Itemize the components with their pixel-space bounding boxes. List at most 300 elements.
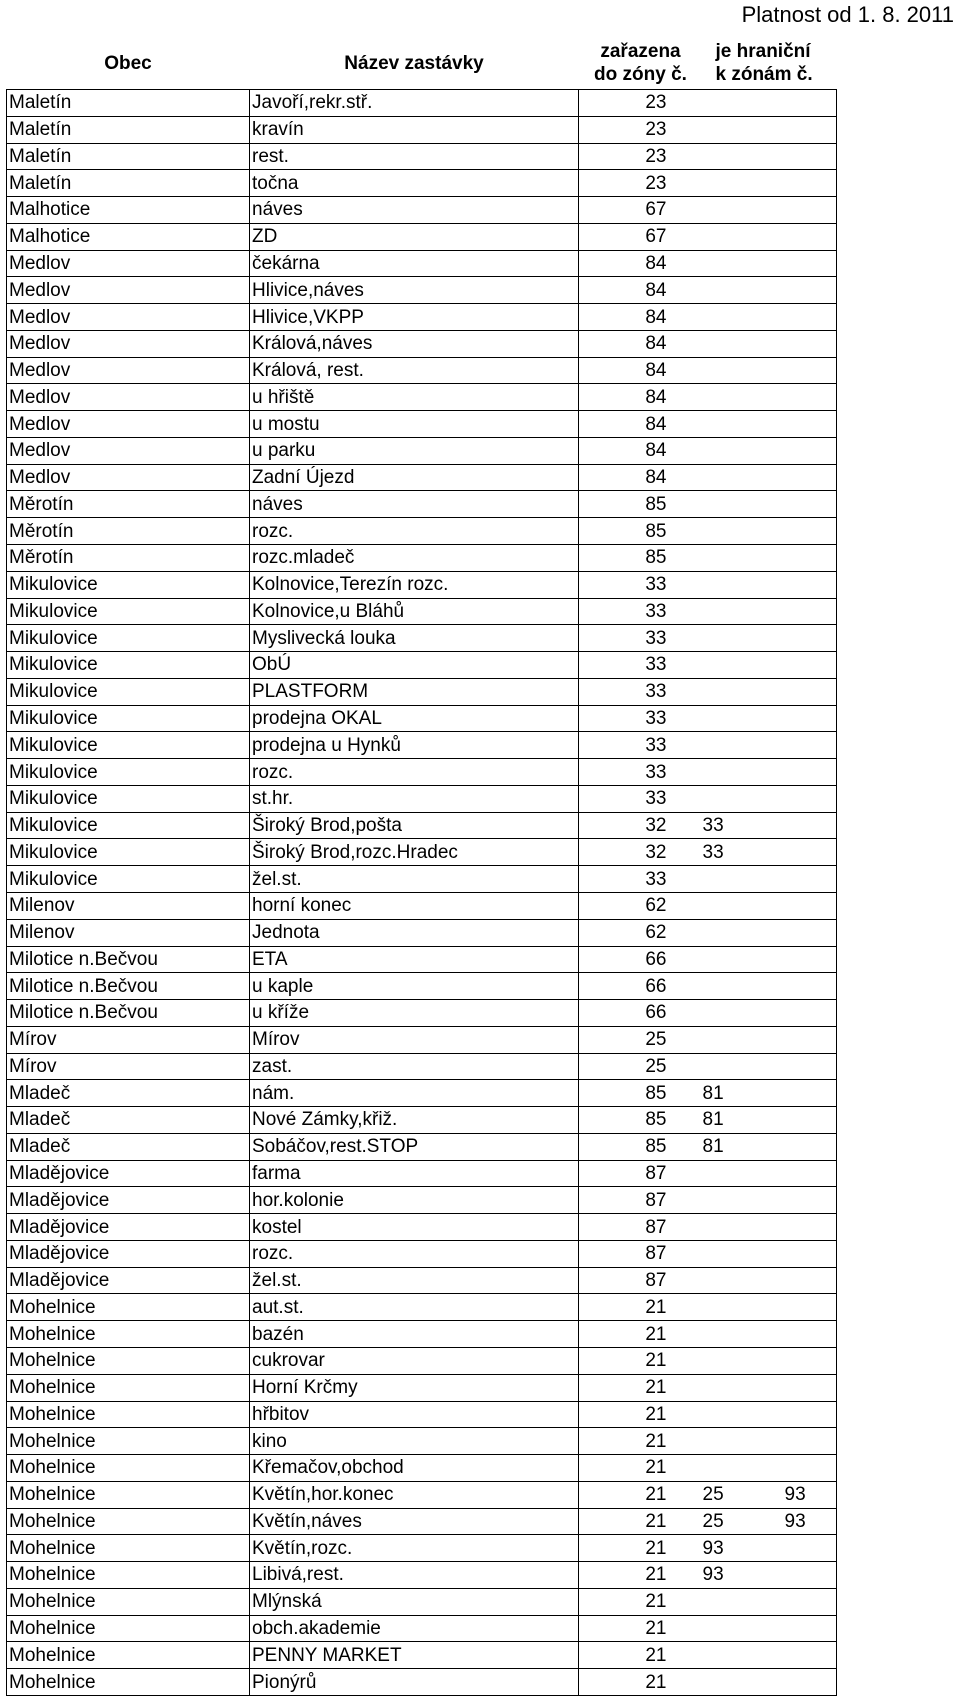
municipality-cell: Mikulovice xyxy=(7,678,250,705)
stop-name-cell: zast. xyxy=(250,1053,579,1080)
municipality-cell: Milenov xyxy=(7,892,250,919)
zone-cell: 21 xyxy=(579,1294,669,1321)
table-row xyxy=(7,1187,837,1214)
zone-cell: 66 xyxy=(579,946,669,973)
border-zone-cell xyxy=(785,1669,837,1696)
border-zone-cell xyxy=(785,223,837,250)
stop-name-cell: u kaple xyxy=(250,973,579,1000)
zone-cell: 33 xyxy=(579,785,669,812)
zone-cell: 85 xyxy=(579,518,669,545)
table-row xyxy=(7,946,837,973)
border-zone-cell xyxy=(703,1267,785,1294)
border-zone-cell xyxy=(703,491,785,518)
table-row xyxy=(7,598,837,625)
border-zone-cell xyxy=(785,571,837,598)
municipality-cell: Mladeč xyxy=(7,1080,250,1107)
zone-cell: 21 xyxy=(579,1562,669,1589)
border-zone-cell xyxy=(785,839,837,866)
stop-name-cell: rozc. xyxy=(250,759,579,786)
zone-cell: 84 xyxy=(579,250,669,277)
stop-name-cell: kravín xyxy=(250,116,579,143)
stop-name-cell: prodejna OKAL xyxy=(250,705,579,732)
border-zone-cell xyxy=(703,1214,785,1241)
municipality-cell: Medlov xyxy=(7,250,250,277)
municipality-cell: Mikulovice xyxy=(7,839,250,866)
border-zone-cell xyxy=(785,1321,837,1348)
municipality-cell: Malhotice xyxy=(7,197,250,224)
border-zone-cell xyxy=(785,518,837,545)
table-row xyxy=(7,1455,837,1482)
table-row xyxy=(7,1026,837,1053)
municipality-cell: Měrotín xyxy=(7,518,250,545)
municipality-cell: Mladeč xyxy=(7,1133,250,1160)
border-zone-cell xyxy=(785,1455,837,1482)
border-zone-cell xyxy=(703,1240,785,1267)
table-row xyxy=(7,1107,837,1134)
border-zone-cell xyxy=(785,866,837,893)
border-zone-cell xyxy=(785,116,837,143)
municipality-cell: Milotice n.Bečvou xyxy=(7,946,250,973)
border-zone-cell xyxy=(703,1428,785,1455)
stop-name-cell: Mlýnská xyxy=(250,1588,579,1615)
border-zone-cell xyxy=(785,250,837,277)
zone-cell: 21 xyxy=(579,1321,669,1348)
municipality-cell: Mírov xyxy=(7,1053,250,1080)
header-border-line1: je hraniční xyxy=(715,41,811,62)
spacer-cell xyxy=(669,1214,703,1241)
spacer-cell xyxy=(669,946,703,973)
municipality-cell: Mikulovice xyxy=(7,866,250,893)
spacer-cell xyxy=(669,759,703,786)
municipality-cell: Medlov xyxy=(7,277,250,304)
table-row xyxy=(7,1321,837,1348)
border-zone-cell: 33 xyxy=(703,812,785,839)
stop-name-cell: u parku xyxy=(250,437,579,464)
zone-cell: 85 xyxy=(579,1080,669,1107)
table-row xyxy=(7,839,837,866)
border-zone-cell xyxy=(703,437,785,464)
zone-cell: 85 xyxy=(579,1107,669,1134)
border-zone-cell xyxy=(703,1294,785,1321)
border-zone-cell xyxy=(703,785,785,812)
border-zone-cell xyxy=(785,1160,837,1187)
zone-cell: 67 xyxy=(579,197,669,224)
spacer-cell xyxy=(669,1107,703,1134)
stop-name-cell: Králová, rest. xyxy=(250,357,579,384)
municipality-cell: Mikulovice xyxy=(7,705,250,732)
table-header xyxy=(7,37,837,90)
stop-name-cell: Libivá,rest. xyxy=(250,1562,579,1589)
zone-cell: 21 xyxy=(579,1535,669,1562)
border-zone-cell xyxy=(785,759,837,786)
zone-cell: 21 xyxy=(579,1588,669,1615)
municipality-cell: Medlov xyxy=(7,330,250,357)
table-row xyxy=(7,785,837,812)
border-zone-cell xyxy=(785,1080,837,1107)
spacer-cell xyxy=(669,170,703,197)
zone-cell: 25 xyxy=(579,1053,669,1080)
municipality-cell: Mohelnice xyxy=(7,1347,250,1374)
border-zone-cell xyxy=(785,170,837,197)
table-body xyxy=(7,90,837,1696)
zone-cell: 21 xyxy=(579,1428,669,1455)
border-zone-cell xyxy=(703,464,785,491)
stop-name-cell: st.hr. xyxy=(250,785,579,812)
municipality-cell: Mohelnice xyxy=(7,1428,250,1455)
border-zone-cell xyxy=(703,946,785,973)
border-zone-cell xyxy=(703,545,785,572)
zone-cell: 84 xyxy=(579,464,669,491)
table-row xyxy=(7,545,837,572)
border-zone-cell xyxy=(703,1669,785,1696)
table-row xyxy=(7,812,837,839)
table-row xyxy=(7,1080,837,1107)
header-border-zones xyxy=(703,37,837,90)
border-zone-cell xyxy=(703,143,785,170)
table-row xyxy=(7,250,837,277)
border-zone-cell xyxy=(703,518,785,545)
stop-name-cell: Javoří,rekr.stř. xyxy=(250,90,579,117)
table-row xyxy=(7,1214,837,1241)
spacer-cell xyxy=(669,866,703,893)
border-zone-cell: 93 xyxy=(703,1562,785,1589)
border-zone-cell xyxy=(785,304,837,331)
zone-cell: 62 xyxy=(579,919,669,946)
border-zone-cell xyxy=(785,1535,837,1562)
zone-cell: 33 xyxy=(579,571,669,598)
border-zone-cell xyxy=(785,785,837,812)
stop-name-cell: náves xyxy=(250,491,579,518)
zone-cell: 85 xyxy=(579,1133,669,1160)
spacer-cell xyxy=(669,1455,703,1482)
stop-name-cell: bazén xyxy=(250,1321,579,1348)
zone-cell: 84 xyxy=(579,384,669,411)
border-zone-cell xyxy=(703,571,785,598)
municipality-cell: Měrotín xyxy=(7,491,250,518)
table-row xyxy=(7,1428,837,1455)
stop-name-cell: Horní Krčmy xyxy=(250,1374,579,1401)
spacer-cell xyxy=(669,1508,703,1535)
stop-name-cell: náves xyxy=(250,197,579,224)
border-zone-cell xyxy=(703,250,785,277)
stop-name-cell: obch.akademie xyxy=(250,1615,579,1642)
zone-cell: 21 xyxy=(579,1347,669,1374)
zone-cell: 21 xyxy=(579,1455,669,1482)
border-zone-cell: 93 xyxy=(785,1481,837,1508)
spacer-cell xyxy=(669,491,703,518)
stop-name-cell: Pionýrů xyxy=(250,1669,579,1696)
table-row xyxy=(7,143,837,170)
table-row xyxy=(7,919,837,946)
border-zone-cell xyxy=(785,1026,837,1053)
border-zone-cell xyxy=(785,491,837,518)
municipality-cell: Maletín xyxy=(7,90,250,117)
table-row xyxy=(7,304,837,331)
table-row xyxy=(7,1669,837,1696)
municipality-cell: Mohelnice xyxy=(7,1321,250,1348)
zone-cell: 21 xyxy=(579,1481,669,1508)
border-zone-cell xyxy=(785,705,837,732)
stop-name-cell: rozc. xyxy=(250,518,579,545)
stop-name-cell: točna xyxy=(250,170,579,197)
table-row xyxy=(7,866,837,893)
zone-cell: 21 xyxy=(579,1508,669,1535)
municipality-cell: Medlov xyxy=(7,304,250,331)
border-zone-cell xyxy=(785,598,837,625)
table-row xyxy=(7,1347,837,1374)
stop-name-cell: aut.st. xyxy=(250,1294,579,1321)
zone-cell: 84 xyxy=(579,330,669,357)
border-zone-cell xyxy=(785,732,837,759)
municipality-cell: Mohelnice xyxy=(7,1455,250,1482)
stops-table xyxy=(6,37,837,1696)
spacer-cell xyxy=(669,705,703,732)
spacer-cell xyxy=(669,197,703,224)
border-zone-cell xyxy=(785,678,837,705)
zone-cell: 87 xyxy=(579,1214,669,1241)
spacer-cell xyxy=(669,785,703,812)
border-zone-cell xyxy=(703,973,785,1000)
header-municipality: Obec xyxy=(104,52,152,74)
spacer-cell xyxy=(669,1481,703,1508)
border-zone-cell xyxy=(785,1294,837,1321)
zone-cell: 85 xyxy=(579,491,669,518)
spacer-cell xyxy=(669,1347,703,1374)
municipality-cell: Mohelnice xyxy=(7,1481,250,1508)
table-row xyxy=(7,1294,837,1321)
spacer-cell xyxy=(669,1000,703,1027)
municipality-cell: Mohelnice xyxy=(7,1615,250,1642)
municipality-cell: Mírov xyxy=(7,1026,250,1053)
border-zone-cell xyxy=(703,1187,785,1214)
municipality-cell: Mikulovice xyxy=(7,732,250,759)
zone-cell: 33 xyxy=(579,652,669,679)
municipality-cell: Medlov xyxy=(7,384,250,411)
municipality-cell: Mikulovice xyxy=(7,571,250,598)
border-zone-cell xyxy=(703,1026,785,1053)
stop-name-cell: Hlivice,VKPP xyxy=(250,304,579,331)
spacer-cell xyxy=(669,277,703,304)
stop-name-cell: Kolnovice,u Bláhů xyxy=(250,598,579,625)
municipality-cell: Maletín xyxy=(7,170,250,197)
municipality-cell: Mladějovice xyxy=(7,1267,250,1294)
municipality-cell: Mohelnice xyxy=(7,1508,250,1535)
border-zone-cell xyxy=(785,90,837,117)
municipality-cell: Mohelnice xyxy=(7,1294,250,1321)
stop-name-cell: PENNY MARKET xyxy=(250,1642,579,1669)
stop-name-cell: nám. xyxy=(250,1080,579,1107)
zone-cell: 21 xyxy=(579,1642,669,1669)
border-zone-cell xyxy=(785,1374,837,1401)
table-row xyxy=(7,491,837,518)
table-row xyxy=(7,197,837,224)
table-row xyxy=(7,330,837,357)
border-zone-cell xyxy=(785,652,837,679)
spacer-cell xyxy=(669,250,703,277)
spacer-cell xyxy=(669,839,703,866)
spacer-cell xyxy=(669,598,703,625)
spacer-cell xyxy=(669,919,703,946)
zone-cell: 33 xyxy=(579,705,669,732)
table-row xyxy=(7,1508,837,1535)
border-zone-cell xyxy=(785,1214,837,1241)
zone-cell: 84 xyxy=(579,304,669,331)
spacer-cell xyxy=(669,545,703,572)
stop-name-cell: horní konec xyxy=(250,892,579,919)
border-zone-cell xyxy=(785,437,837,464)
border-zone-cell xyxy=(703,1401,785,1428)
table-row xyxy=(7,1374,837,1401)
spacer-cell xyxy=(669,1187,703,1214)
stop-name-cell: Kolnovice,Terezín rozc. xyxy=(250,571,579,598)
stop-name-cell: Květín,rozc. xyxy=(250,1535,579,1562)
stop-name-cell: ObÚ xyxy=(250,652,579,679)
spacer-cell xyxy=(669,90,703,117)
zone-cell: 23 xyxy=(579,143,669,170)
spacer-cell xyxy=(669,1401,703,1428)
zone-cell: 33 xyxy=(579,678,669,705)
border-zone-cell xyxy=(785,384,837,411)
border-zone-cell xyxy=(785,1240,837,1267)
zone-cell: 33 xyxy=(579,598,669,625)
spacer-cell xyxy=(669,652,703,679)
border-zone-cell xyxy=(703,705,785,732)
table-row xyxy=(7,384,837,411)
table-row xyxy=(7,625,837,652)
border-zone-cell xyxy=(785,197,837,224)
table-row xyxy=(7,652,837,679)
border-zone-cell xyxy=(703,1321,785,1348)
border-zone-cell xyxy=(785,1053,837,1080)
spacer-cell xyxy=(669,1374,703,1401)
municipality-cell: Mikulovice xyxy=(7,759,250,786)
zone-cell: 23 xyxy=(579,116,669,143)
spacer-cell xyxy=(669,1240,703,1267)
zone-cell: 21 xyxy=(579,1669,669,1696)
zone-cell: 21 xyxy=(579,1401,669,1428)
stop-name-cell: ETA xyxy=(250,946,579,973)
spacer-cell xyxy=(669,1428,703,1455)
border-zone-cell xyxy=(703,1347,785,1374)
zone-cell: 87 xyxy=(579,1240,669,1267)
border-zone-cell xyxy=(785,1642,837,1669)
municipality-cell: Mohelnice xyxy=(7,1562,250,1589)
border-zone-cell xyxy=(703,625,785,652)
table-row xyxy=(7,518,837,545)
stop-name-cell: kino xyxy=(250,1428,579,1455)
zone-cell: 67 xyxy=(579,223,669,250)
border-zone-cell: 81 xyxy=(703,1133,785,1160)
stop-name-cell: hřbitov xyxy=(250,1401,579,1428)
stop-name-cell: Křemačov,obchod xyxy=(250,1455,579,1482)
header-zone-line2: do zóny č. xyxy=(594,64,687,85)
border-zone-cell xyxy=(703,866,785,893)
header-zone xyxy=(579,37,703,90)
spacer-cell xyxy=(669,437,703,464)
border-zone-cell: 33 xyxy=(703,839,785,866)
border-zone-cell xyxy=(703,223,785,250)
border-zone-cell xyxy=(785,277,837,304)
stop-name-cell: cukrovar xyxy=(250,1347,579,1374)
spacer-cell xyxy=(669,1080,703,1107)
zone-cell: 84 xyxy=(579,411,669,438)
stop-name-cell: Široký Brod,pošta xyxy=(250,812,579,839)
border-zone-cell xyxy=(703,384,785,411)
stop-name-cell: hor.kolonie xyxy=(250,1187,579,1214)
municipality-cell: Mladeč xyxy=(7,1107,250,1134)
municipality-cell: Mikulovice xyxy=(7,785,250,812)
border-zone-cell xyxy=(703,1588,785,1615)
spacer-cell xyxy=(669,812,703,839)
municipality-cell: Medlov xyxy=(7,357,250,384)
table-row xyxy=(7,1642,837,1669)
spacer-cell xyxy=(669,411,703,438)
zone-cell: 62 xyxy=(579,892,669,919)
border-zone-cell xyxy=(785,411,837,438)
stop-name-cell: kostel xyxy=(250,1214,579,1241)
border-zone-cell: 93 xyxy=(703,1535,785,1562)
zone-cell: 84 xyxy=(579,277,669,304)
zone-cell: 21 xyxy=(579,1615,669,1642)
border-zone-cell xyxy=(785,1267,837,1294)
stop-name-cell: Mírov xyxy=(250,1026,579,1053)
municipality-cell: Mladějovice xyxy=(7,1160,250,1187)
table-row xyxy=(7,973,837,1000)
municipality-cell: Mohelnice xyxy=(7,1588,250,1615)
table-row xyxy=(7,1562,837,1589)
stop-name-cell: Králová,náves xyxy=(250,330,579,357)
stop-name-cell: Široký Brod,rozc.Hradec xyxy=(250,839,579,866)
table-row xyxy=(7,1000,837,1027)
table-row xyxy=(7,357,837,384)
municipality-cell: Mladějovice xyxy=(7,1214,250,1241)
municipality-cell: Mohelnice xyxy=(7,1642,250,1669)
table-row xyxy=(7,223,837,250)
spacer-cell xyxy=(669,678,703,705)
table-row xyxy=(7,1053,837,1080)
zone-cell: 32 xyxy=(579,839,669,866)
spacer-cell xyxy=(669,143,703,170)
stop-name-cell: Myslivecká louka xyxy=(250,625,579,652)
border-zone-cell: 25 xyxy=(703,1508,785,1535)
municipality-cell: Mohelnice xyxy=(7,1535,250,1562)
municipality-cell: Mikulovice xyxy=(7,598,250,625)
border-zone-cell xyxy=(703,678,785,705)
table-row xyxy=(7,1240,837,1267)
table-row xyxy=(7,732,837,759)
header-stop-name: Název zastávky xyxy=(344,52,484,74)
table-row xyxy=(7,678,837,705)
municipality-cell: Medlov xyxy=(7,464,250,491)
border-zone-cell xyxy=(703,304,785,331)
spacer-cell xyxy=(669,571,703,598)
border-zone-cell xyxy=(785,1107,837,1134)
spacer-cell xyxy=(669,116,703,143)
stop-name-cell: rozc. xyxy=(250,1240,579,1267)
border-zone-cell xyxy=(703,1374,785,1401)
municipality-cell: Maletín xyxy=(7,116,250,143)
border-zone-cell xyxy=(785,1401,837,1428)
stop-name-cell: prodejna u Hynků xyxy=(250,732,579,759)
spacer-cell xyxy=(669,1294,703,1321)
spacer-cell xyxy=(669,1053,703,1080)
stop-name-cell: Květín,náves xyxy=(250,1508,579,1535)
spacer-cell xyxy=(669,1669,703,1696)
border-zone-cell xyxy=(703,892,785,919)
stop-name-cell: u hřiště xyxy=(250,384,579,411)
zone-cell: 85 xyxy=(579,545,669,572)
spacer-cell xyxy=(669,892,703,919)
